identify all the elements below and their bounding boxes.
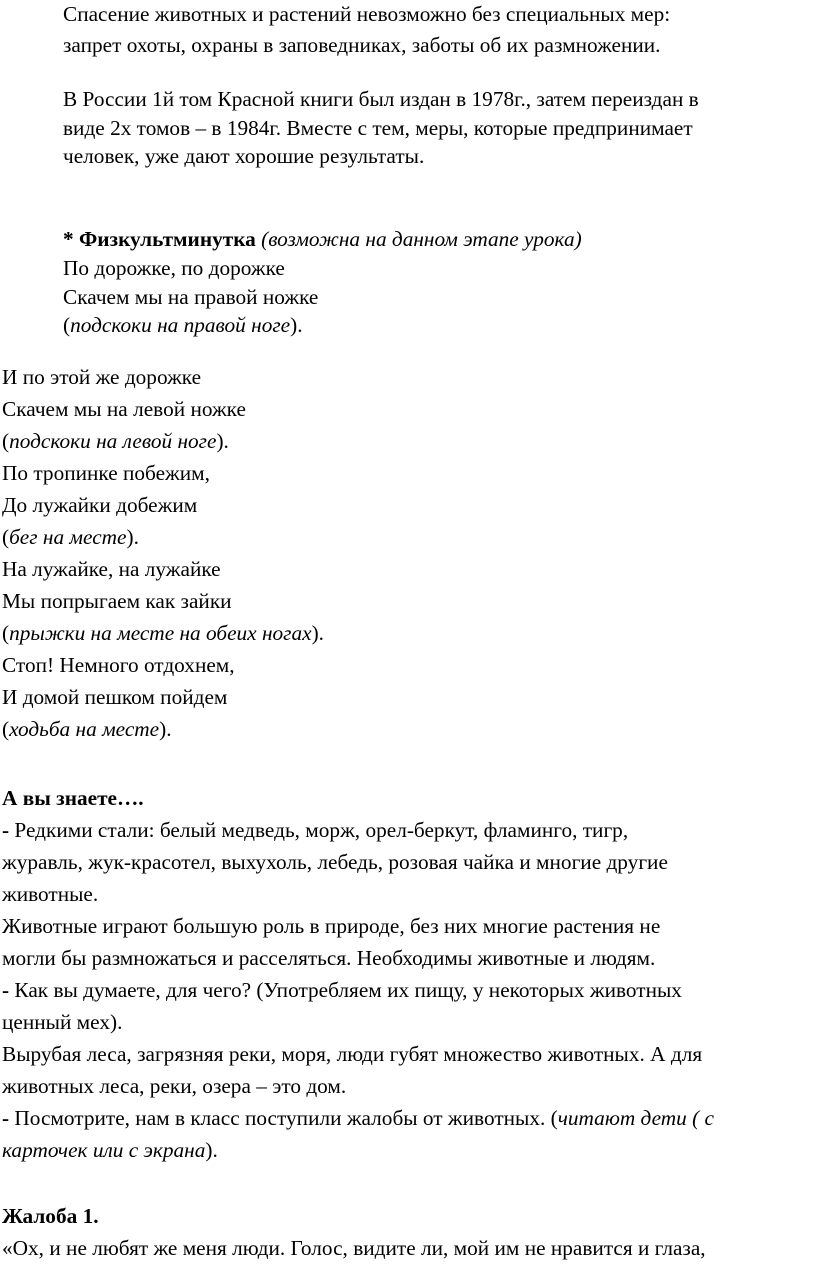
- poem-line-1: И по этой же дорожке: [2, 365, 202, 389]
- instruction: читают дети ( с: [557, 1106, 714, 1130]
- know-p5-line-1: [2, 1106, 714, 1131]
- know-p2-line-1: Животные играют большую роль в природе, без них многие растения не: [2, 914, 661, 938]
- complaint-title: Жалоба 1.: [2, 1204, 99, 1228]
- intro-line-4: виде 2х томов – в 1984г. Вместе с тем, меры, которые предпринимает: [63, 116, 693, 140]
- fizminutka-line-1: По дорожке, по дорожке: [63, 256, 285, 280]
- intro-line-2: запрет охоты, охраны в заповедниках, заботы об их размножении.: [63, 33, 661, 57]
- fizminutka-heading: [63, 227, 582, 252]
- instruction: ходьба на месте: [9, 717, 160, 741]
- instruction: подскоки на правой ноге: [70, 313, 291, 337]
- paren-open: (: [63, 313, 71, 337]
- paren-close: ).: [290, 313, 303, 337]
- complaint-line-1: «Ох, и не любят же меня люди. Голос, видите ли, мой им не нравится и глаза,: [2, 1236, 706, 1260]
- know-p2-line-2: могли бы размножаться и расселяться. Необходимы животные и людям.: [2, 946, 656, 970]
- instruction: бег на месте: [9, 525, 127, 549]
- know-p1-line-1: [2, 818, 628, 843]
- know-title: А вы знаете….: [2, 786, 144, 810]
- paren-close: ).: [311, 621, 325, 645]
- know-p4-line-1: Вырубая леса, загрязняя реки, моря, люди губят множество животных. А для: [2, 1042, 703, 1066]
- paren-close: ).: [126, 525, 139, 549]
- dash: -: [2, 818, 10, 842]
- poem-line-7: На лужайке, на лужайке: [2, 557, 221, 581]
- intro-line-1: Спасение животных и растений невозможно без специальных мер:: [63, 2, 671, 26]
- dash: -: [2, 1106, 10, 1130]
- text: Посмотрите, нам в класс поступили жалобы от животных. (: [9, 1106, 558, 1130]
- text: Редкими стали: белый медведь, морж, орел-беркут, фламинго, тигр,: [9, 818, 629, 842]
- know-p1-line-2: журавль, жук-красотел, выхухоль, лебедь, розовая чайка и многие другие: [2, 850, 668, 874]
- text: Как вы думаете, для чего? (Употребляем их пищу, у некоторых животных: [9, 978, 682, 1002]
- paren-open: (: [2, 717, 10, 741]
- poem-line-6: [2, 525, 139, 550]
- instruction: карточек или с экрана: [2, 1138, 206, 1162]
- paren-close: ).: [159, 717, 172, 741]
- know-p5-line-2: [2, 1138, 218, 1163]
- paren-open: (: [2, 621, 10, 645]
- know-p4-line-2: животных леса, реки, озера – это дом.: [2, 1074, 347, 1098]
- intro-line-3: В России 1й том Красной книги был издан в 1978г., затем переиздан в: [63, 87, 699, 111]
- paren-open: (: [2, 429, 10, 453]
- fizminutka-line-2: Скачем мы на правой ножке: [63, 285, 319, 309]
- poem-line-2: Скачем мы на левой ножке: [2, 397, 246, 421]
- poem-line-8: Мы попрыгаем как зайки: [2, 589, 232, 613]
- instruction: подскоки на левой ноге: [9, 429, 217, 453]
- poem-line-3: [2, 429, 229, 454]
- know-p3-line-1: [2, 978, 682, 1003]
- poem-line-9: [2, 621, 324, 646]
- fizminutka-note: (возможна на данном этапе урока): [261, 227, 582, 251]
- fizminutka-line-3: [63, 313, 303, 338]
- poem-line-12: [2, 717, 172, 742]
- know-p3-line-2: ценный мех).: [2, 1010, 123, 1034]
- fizminutka-title: * Физкультминутка: [63, 227, 256, 251]
- paren-close: ).: [216, 429, 229, 453]
- poem-line-10: Стоп! Немного отдохнем,: [2, 653, 235, 677]
- paren-open: (: [2, 525, 10, 549]
- poem-line-4: По тропинке побежим,: [2, 461, 210, 485]
- instruction: прыжки на месте на обеих ногах: [9, 621, 312, 645]
- paren-close: ).: [205, 1138, 218, 1162]
- poem-line-5: До лужайки добежим: [2, 493, 198, 517]
- poem-line-11: И домой пешком пойдем: [2, 685, 228, 709]
- dash: -: [2, 978, 10, 1002]
- intro-line-5: человек, уже дают хорошие результаты.: [63, 144, 425, 168]
- know-p1-line-3: животные.: [2, 882, 99, 906]
